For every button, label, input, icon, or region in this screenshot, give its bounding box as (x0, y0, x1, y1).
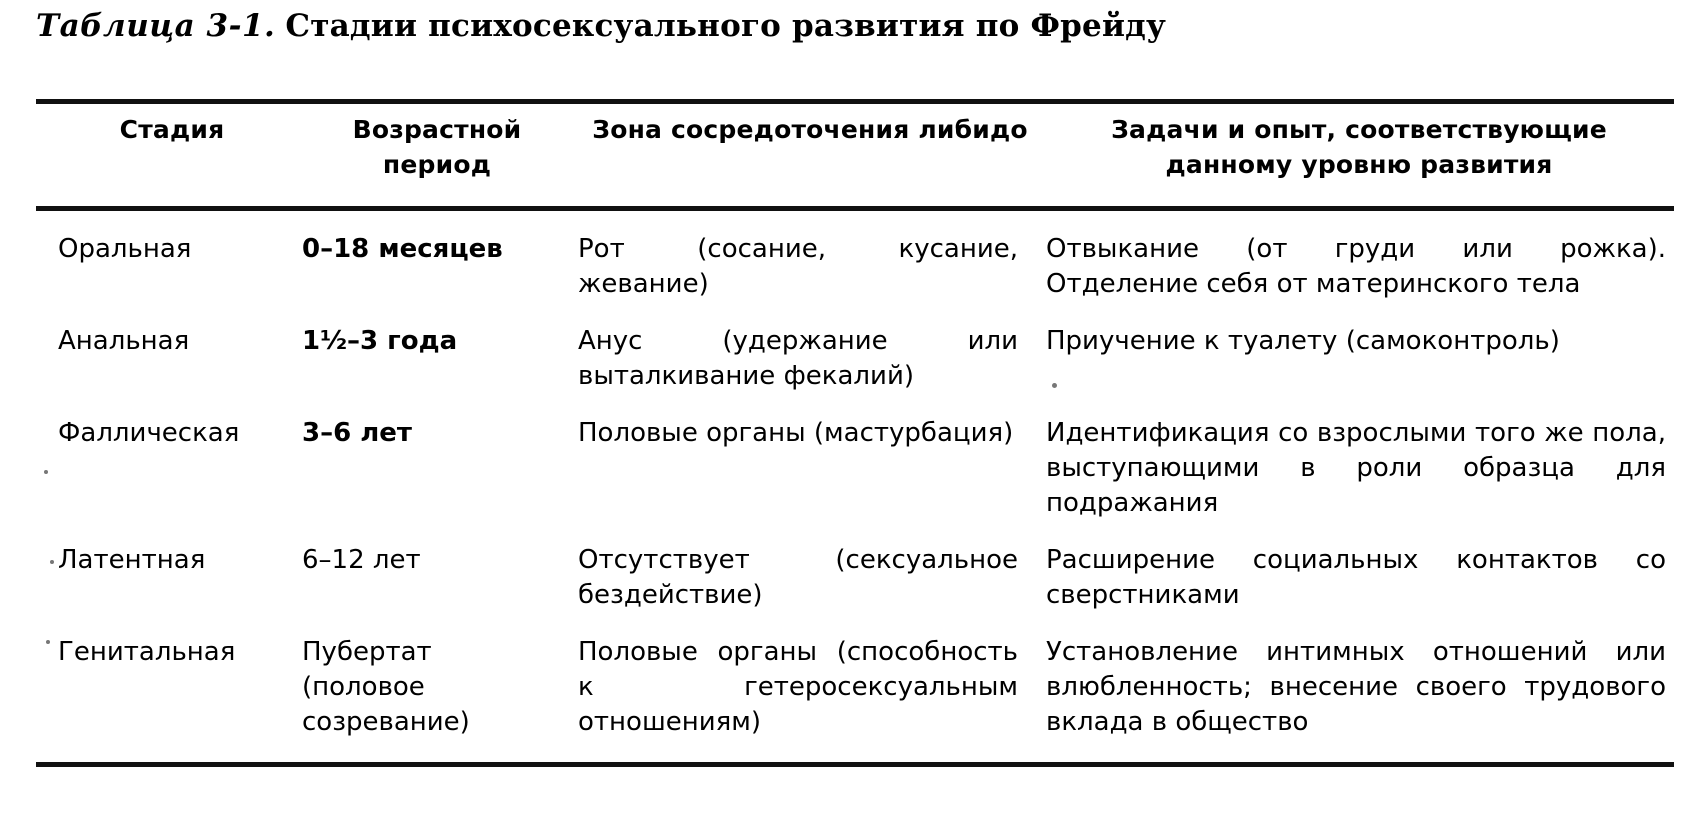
table-row (36, 624, 1674, 751)
rule-top (36, 99, 1674, 104)
scan-speck (50, 560, 54, 564)
scan-speck (46, 640, 50, 644)
rule-bottom (36, 762, 1674, 767)
cell-tasks: Приучение к туалету (самоконтроль) (1046, 326, 1560, 356)
cell-stage: Фаллическая (58, 418, 240, 448)
cell-age: 1½–3 года (302, 326, 458, 356)
column-header-tasks: Задачи и опыт, соответствующие данному уровню развития (1111, 115, 1607, 179)
column-header-zone: Зона сосредоточения либидо (592, 115, 1028, 144)
cell-age: 6–12 лет (302, 545, 421, 575)
table-row (36, 313, 1674, 405)
caption-title: Стадии психосексуального развития по Фрейду (285, 8, 1167, 44)
cell-stage: Латентная (58, 545, 206, 575)
table-row (36, 532, 1674, 624)
table-header (36, 110, 1674, 210)
header-row (36, 110, 1674, 210)
cell-tasks: Идентификация со взрослыми того же пола, выступающими в роли образца для подражания (1046, 418, 1666, 518)
cell-tasks: Установление интимных отношений или влюбленность; внесение своего трудового вклада в общество (1046, 637, 1666, 737)
column-header-stage: Стадия (119, 115, 225, 144)
cell-zone: Рот (сосание, кусание, жевание) (578, 234, 1018, 299)
table-row (36, 210, 1674, 313)
cell-stage: Анальная (58, 326, 190, 356)
table-body (36, 210, 1674, 751)
cell-zone: Анус (удержание или выталкивание фекалий) (578, 326, 1018, 391)
table-caption (36, 6, 1676, 46)
scan-speck (44, 470, 48, 474)
cell-stage: Оральная (58, 234, 192, 264)
cell-age: Пубертат (половое созревание) (302, 637, 470, 737)
stages-table (36, 110, 1674, 751)
cell-age: 0–18 месяцев (302, 234, 503, 264)
cell-tasks: Отвыкание (от груди или рожка). Отделение себя от материнского тела (1046, 234, 1666, 299)
cell-zone: Половые органы (мастурбация) (578, 418, 1014, 448)
scan-speck (1052, 383, 1057, 388)
column-header-age: Возрастной период (352, 115, 522, 179)
cell-zone: Половые органы (способность к гетеросексуальным отношениям) (578, 637, 1018, 737)
cell-zone: Отсутствует (сексуальное бездействие) (578, 545, 1018, 610)
cell-stage: Генитальная (58, 637, 236, 667)
table-row (36, 405, 1674, 532)
cell-age: 3–6 лет (302, 418, 412, 448)
cell-tasks: Расширение социальных контактов со сверстниками (1046, 545, 1666, 610)
caption-label: Таблица 3-1. (36, 8, 276, 44)
